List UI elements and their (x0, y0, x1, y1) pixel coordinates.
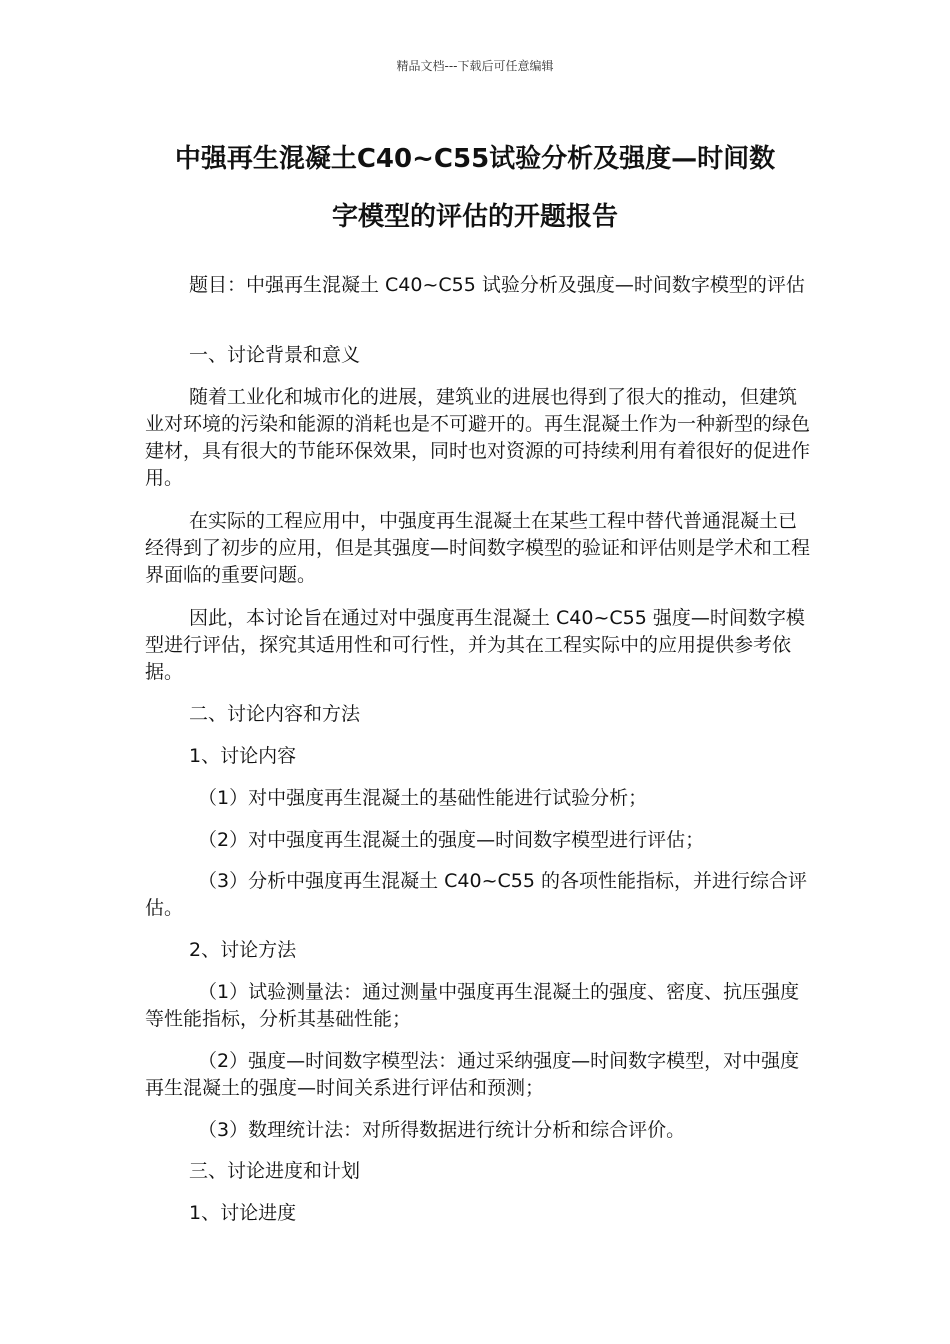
method-item-3: （3）数理统计法：对所得数据进行统计分析和综合评价。 (198, 1119, 686, 1141)
subheading-method: 2、讨论方法 (189, 939, 297, 961)
content-item-3: （3）分析中强度再生混凝土 C40~C55 的各项性能指标，并进行综合评估。 (145, 870, 807, 919)
background-paragraph-1: 随着工业化和城市化的进展，建筑业的进展也得到了很大的推动，但建筑业对环境的污染和能源的消耗也是不可避开的。再生混凝土作为一种新型的绿色建材，具有很大的节能环保效果，同时也对资源的可持续利用有着很好的促进作用。 (145, 386, 811, 489)
section-heading-3: 三、讨论进度和计划 (189, 1160, 361, 1182)
background-paragraph-2: 在实际的工程应用中，中强度再生混凝土在某些工程中替代普通混凝土已经得到了初步的应用，但是其强度—时间数字模型的验证和评估则是学术和工程界面临的重要问题。 (145, 510, 811, 586)
method-item-1: （1）试验测量法：通过测量中强度再生混凝土的强度、密度、抗压强度等性能指标，分析其基础性能； (145, 981, 800, 1030)
topic-paragraph: 题目：中强再生混凝土 C40~C55 试验分析及强度—时间数字模型的评估 (189, 274, 805, 296)
document-title-line-2: 字模型的评估的开题报告 (331, 202, 618, 232)
section-heading-1: 一、讨论背景和意义 (189, 344, 361, 366)
content-item-2: （2）对中强度再生混凝土的强度—时间数字模型进行评估； (198, 829, 705, 851)
content-item-1: （1）对中强度再生混凝土的基础性能进行试验分析； (198, 787, 648, 809)
subheading-progress: 1、讨论进度 (189, 1202, 297, 1224)
section-heading-2: 二、讨论内容和方法 (189, 703, 361, 725)
document-title-line-1: 中强再生混凝土C40~C55试验分析及强度—时间数 (174, 144, 776, 174)
subheading-content: 1、讨论内容 (189, 745, 297, 767)
method-item-2: （2）强度—时间数字模型法：通过采纳强度—时间数字模型，对中强度再生混凝土的强度—时间关系进行评估和预测； (145, 1050, 800, 1099)
background-paragraph-3: 因此，本讨论旨在通过对中强度再生混凝土 C40~C55 强度—时间数字模型进行评估，探究其适用性和可行性，并为其在工程实际中的应用提供参考依据。 (145, 607, 805, 683)
page-header: 精品文档---下载后可任意编辑 (396, 59, 554, 73)
